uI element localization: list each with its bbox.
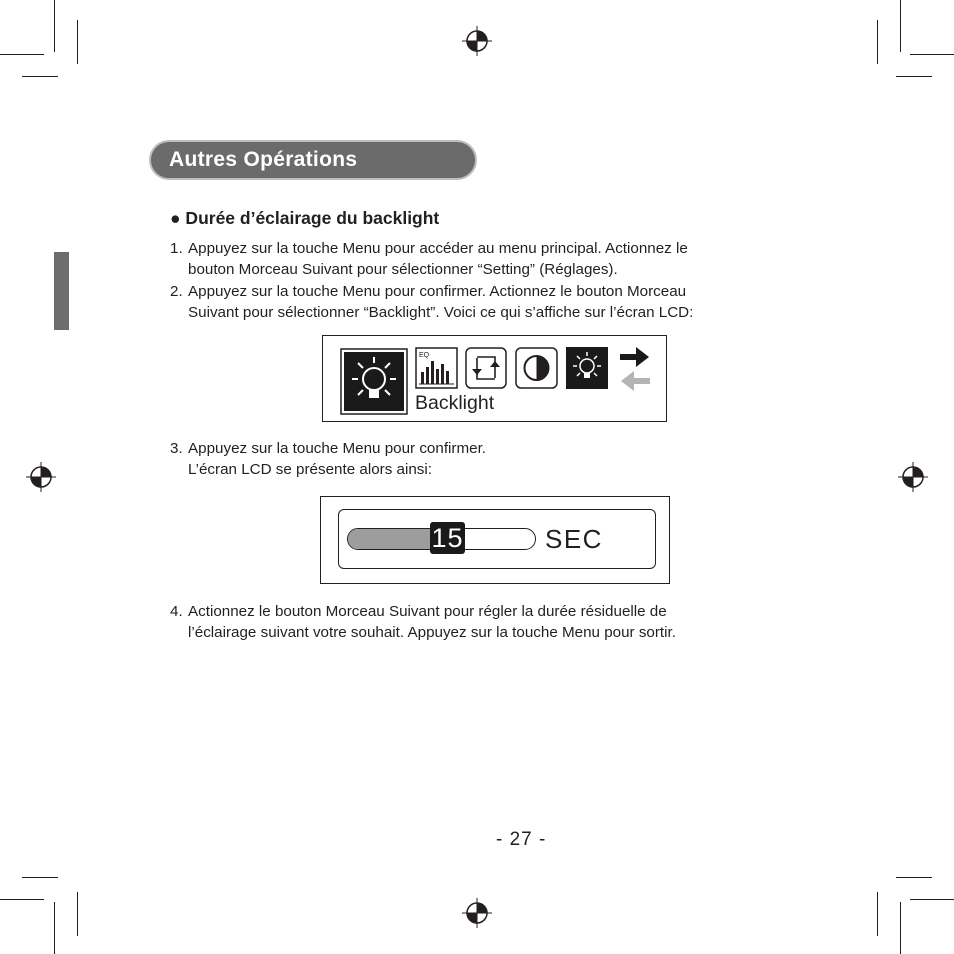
registration-mark-icon <box>462 898 492 928</box>
crop-mark <box>77 892 78 936</box>
backlight-small-icon <box>566 347 608 389</box>
section-header-title: Autres Opérations <box>169 148 358 171</box>
step-text: Appuyez sur la touche Menu pour confirmer. Actionnez le bouton Morceau <box>188 283 687 300</box>
subsection-title: ● Durée d’éclairage du backlight <box>170 208 440 228</box>
step-2 <box>170 281 693 323</box>
lcd-selected-label: Backlight <box>415 392 495 414</box>
crop-mark <box>877 892 878 936</box>
step-text: L’écran LCD se présente alors ainsi: <box>188 461 432 478</box>
step-number: 4. <box>170 603 183 620</box>
page-number: - 27 - <box>496 829 547 850</box>
step-number: 1. <box>170 240 183 257</box>
step-3 <box>170 438 486 480</box>
duration-bar-fill <box>348 529 432 549</box>
crop-mark <box>54 902 55 954</box>
step-text: l’éclairage suivant votre souhait. Appuyez sur la touche Menu pour sortir. <box>188 624 676 641</box>
section-header <box>149 140 477 180</box>
eq-icon <box>415 347 458 389</box>
eq-label: EQ <box>419 352 430 359</box>
arrow-left-icon <box>619 370 651 392</box>
crop-mark <box>910 54 954 55</box>
step-number: 2. <box>170 283 183 300</box>
step-number: 3. <box>170 440 183 457</box>
crop-mark <box>896 877 932 878</box>
crop-mark <box>0 899 44 900</box>
crop-mark <box>910 899 954 900</box>
registration-mark-icon <box>26 462 56 492</box>
crop-mark <box>22 76 58 77</box>
duration-value: 15 <box>431 523 464 553</box>
step-1 <box>170 238 688 280</box>
crop-mark <box>900 0 901 52</box>
contrast-icon <box>515 347 558 389</box>
crop-mark <box>900 902 901 954</box>
registration-mark-icon <box>898 462 928 492</box>
crop-mark <box>54 0 55 52</box>
arrow-right-icon <box>619 346 651 368</box>
crop-mark <box>22 877 58 878</box>
crop-mark <box>77 20 78 64</box>
duration-unit: SEC <box>545 524 603 554</box>
step-text: Actionnez le bouton Morceau Suivant pour régler la durée résiduelle de <box>188 603 667 620</box>
crop-mark <box>896 76 932 77</box>
step-text: Appuyez sur la touche Menu pour confirmer. <box>188 440 487 457</box>
crop-mark <box>877 20 878 64</box>
step-text: bouton Morceau Suivant pour sélectionner “Setting” (Réglages). <box>188 261 618 278</box>
lcd-backlight-screen <box>320 496 670 584</box>
lcd-display <box>338 509 656 569</box>
step-4 <box>170 601 676 643</box>
step-text: Suivant pour sélectionner “Backlight”. Voici ce qui s’affiche sur l’écran LCD: <box>188 304 694 321</box>
repeat-icon <box>465 347 507 389</box>
step-text: Appuyez sur la touche Menu pour accéder au menu principal. Actionnez le <box>188 240 688 257</box>
registration-mark-icon <box>462 26 492 56</box>
backlight-large-icon <box>340 348 408 415</box>
crop-mark <box>0 54 44 55</box>
side-tab <box>54 252 69 330</box>
lcd-menu-screen <box>322 335 667 422</box>
